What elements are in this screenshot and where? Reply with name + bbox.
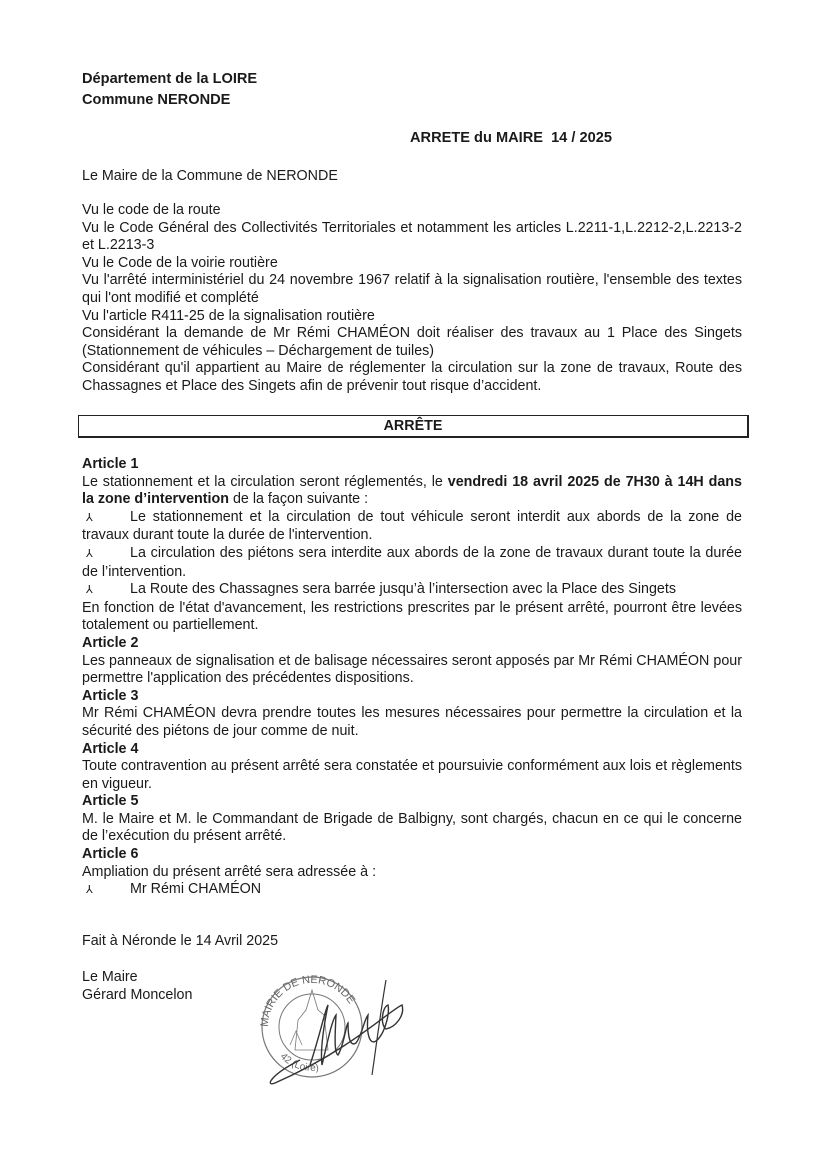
article-title: Article 1 [82,456,139,472]
stamp-bottom-text: 42 (Loire) [277,1051,320,1074]
article-title: Article 5 [82,793,139,810]
article-text: Mr Rémi CHAMÉON devra prendre toutes les mesures nécessaires pour permettre la circulation et la sécurité des piétons de jour comme de nuit. [82,705,742,739]
article-text [82,474,742,509]
articles-block [82,456,742,900]
bullet-icon: ⅄ [86,511,93,524]
bullet-icon: ⅄ [86,884,93,897]
signatory-name: Gérard Moncelon [82,987,193,1003]
bullet-text: Le stationnement et la circulation de tout véhicule seront interdit aux abords de la zone de travaux durant toute la durée de l'intervention. [82,508,742,544]
visas-block [82,202,742,396]
article-title: Article 4 [82,740,139,757]
article-title: Article 2 [82,634,139,651]
bullet-item [82,545,742,581]
bullet-icon: ⅄ [86,584,93,597]
bullet-text: Mr Rémi CHAMÉON [130,881,262,898]
section-title-box [78,415,749,438]
visa: Vu l'article R411-25 de la signalisation routière [82,307,375,324]
bullet-item [82,581,742,600]
visa: Vu l'arrêté interministériel du 24 novembre 1967 relatif à la signalisation routière, l'ensemble des textes qui l'ont modifié et complété [82,272,742,306]
article-text: M. le Maire et M. le Commandant de Brigade de Balbigny, sont chargés, chacun en ce qui le concerne de l’exécution du présent arrêté. [82,810,742,845]
intro-line: Le Maire de la Commune de NERONDE [82,168,338,184]
article-text: En fonction de l'état d'avancement, les restrictions prescrites par le présent arrêté, pourront être levées totalement ou partiellement. [82,599,742,634]
article-title: Article 3 [82,687,139,704]
section-title: ARRÊTE [383,418,443,434]
department-heading: Département de la LOIRE [82,71,258,87]
article-text: Les panneaux de signalisation et de balisage nécessaires seront apposés par Mr Rémi CHAMÉON pour permettre l'application des précédentes dispositions. [82,652,742,687]
bullet-item [82,881,742,900]
text: Le stationnement et la circulation seront réglementés, le [82,473,448,490]
text: de la façon suivante : [228,491,369,508]
stamp-top-text: MAIRIE DE NERONDE [258,973,358,1028]
bullet-item [82,509,742,545]
bullet-text: La circulation des piétons sera interdite aux abords de la zone de travaux durant toute la durée de l’intervention. [82,544,742,580]
visa: Vu le Code de la voirie routière [82,254,278,271]
signatory-role: Le Maire [82,969,138,985]
place-date: Fait à Néronde le 14 Avril 2025 [82,933,279,949]
bullet-icon: ⅄ [86,547,93,560]
visa: Considérant qu'il appartient au Maire de réglementer la circulation sur la zone de travaux, Route des Chassagnes et Place des Singets afin de prévenir tout risque d’accident. [82,360,742,394]
visa: Vu le Code Général des Collectivités Territoriales et notamment les articles L.2211-1,L.2212-2,L.2213-2 et L.2213-3 [82,219,742,254]
commune-heading: Commune NERONDE [82,92,231,108]
stamp-and-signature [240,965,420,1090]
article-text: Ampliation du présent arrêté sera adressée à : [82,863,377,880]
visa: Considérant la demande de Mr Rémi CHAMÉON doit réaliser des travaux au 1 Place des Singets (Stationnement de véhicules – Déchargement de tuiles) [82,325,742,359]
article-title: Article 6 [82,846,139,863]
document-title: ARRETE du MAIRE 14 / 2025 [410,130,612,146]
article-text: Toute contravention au présent arrêté sera constatée et poursuivie conformément aux lois et règlements en vigueur. [82,758,742,792]
visa: Vu le code de la route [82,202,221,218]
date-emphasis: vendredi 18 avril 2025 de 7H30 à 14H dans la zone d’intervention [82,473,742,508]
bullet-text: La Route des Chassagnes sera barrée jusqu’à l’intersection avec la Place des Singets [130,581,676,598]
